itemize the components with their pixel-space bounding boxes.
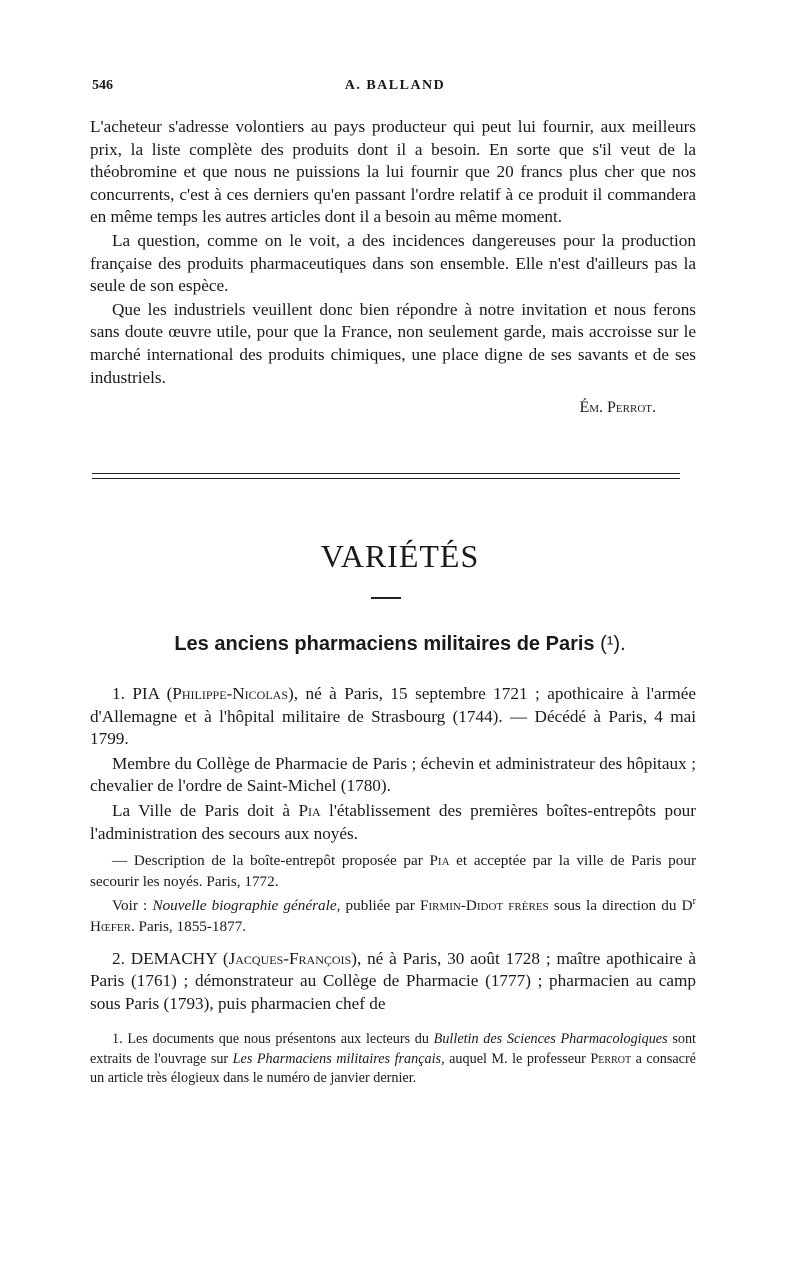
running-head: A. BALLAND: [344, 78, 446, 93]
text-run: , auquel M. le professeur: [441, 1050, 591, 1067]
publisher-name: Firmin-Didot frères: [420, 897, 549, 915]
text-run: et acceptée par la ville de Paris pour secourir les noyés. Paris, 1772.: [90, 852, 696, 890]
entry-surname: DEMACHY: [130, 948, 217, 968]
text-run: sous la direction du D: [548, 897, 693, 915]
text-run: La Ville de Paris doit à: [112, 800, 299, 820]
footnote-reference: (¹).: [600, 633, 626, 655]
entry-bio: , né à Paris, 15 septembre 1721 ; apothicaire à l'armée d'Allemagne et à l'hôpital militaire de Strasbourg (1744). — Décédé à Paris, 4 mai 1799.: [90, 684, 696, 749]
text-run: Voir :: [112, 897, 153, 915]
reference: [90, 892, 696, 937]
superscript: r: [692, 896, 696, 908]
entry-number: 2.: [112, 948, 131, 968]
page-number: 546: [92, 78, 113, 93]
closing-article-text: [90, 116, 696, 417]
section-divider-bottom: [92, 478, 680, 479]
footnote-number: 1.: [112, 1031, 128, 1047]
paragraph: Membre du Collège de Pharmacie de Paris ; échevin et administrateur des hôpitaux ; chevalier de l'ordre de Saint-Michel (1780).: [90, 753, 696, 796]
entry-number: 1.: [112, 684, 133, 703]
text-run: . Paris, 1855-1877.: [130, 918, 247, 935]
title-dash: [371, 597, 401, 599]
book-title: Les Pharmaciens militaires français: [232, 1050, 442, 1067]
article-title-text: Les anciens pharmaciens militaires de Paris: [174, 633, 595, 655]
section-divider-top: [92, 473, 680, 474]
entry-demachy: [90, 948, 696, 1016]
entry-given-names: (Jacques-François): [222, 948, 357, 968]
person-name: Perrot: [590, 1050, 632, 1067]
article-body: [90, 683, 696, 1015]
page-header: [92, 78, 698, 98]
person-name: Hœfer: [90, 918, 131, 935]
author-signature: Ém. Perrot.: [579, 399, 656, 417]
footnote-text: [90, 1030, 696, 1089]
article-title: [0, 633, 800, 656]
footnote: [90, 1030, 696, 1089]
text-run: a consacré un article très élogieux dans le numéro de janvier dernier.: [90, 1050, 696, 1087]
text-run: — Description de la boîte-entrepôt proposée par: [112, 852, 430, 870]
section-title: VARIÉTÉS: [320, 538, 480, 574]
text-run: Les documents que nous présentons aux lecteurs du: [127, 1031, 434, 1047]
entry-surname: PIA: [132, 684, 160, 703]
paragraph: La question, comme on le voit, a des incidences dangereuses pour la production française des produits pharmaceutiques dans son ensemble. Elle n'est d'ailleurs pas la seule de son espèce.: [90, 230, 696, 296]
person-name: Pia: [429, 852, 450, 870]
journal-title: Bulletin des Sciences Pharmacologiques: [433, 1031, 668, 1047]
person-name: Pia: [298, 800, 321, 820]
text-run: l'établissement des premières boîtes-entrepôts pour l'administration des secours aux noyés.: [90, 800, 696, 843]
entry-pia: [90, 683, 696, 751]
reference: [90, 851, 696, 892]
paragraph: [90, 800, 696, 845]
book-title: Nouvelle biographie générale: [152, 897, 337, 915]
paragraph: L'acheteur s'adresse volontiers au pays producteur qui peut lui fournir, aux meilleurs prix, la liste complète des produits dont il a besoin. En sorte que s'il veut de la théobromine et que nous ne puissions la lui fournir que 20 francs plus cher que nos concurrents, c'est à ces derniers qu'en passant l'ordre relatif à ce produit il commandera en même temps les autres articles dont il a besoin au même moment.: [90, 117, 696, 227]
text-run: sont extraits de l'ouvrage sur: [90, 1031, 696, 1067]
text-run: , publiée par: [336, 897, 420, 915]
paragraph: Que les industriels veuillent donc bien répondre à notre invitation et nous ferons sans doute œuvre utile, pour que la France, non seulement garde, mais accroisse sur le marché international des produits chimiques, une place digne de ses savants et de ses industriels.: [90, 299, 696, 387]
entry-given-names: (Philippe-Nicolas): [166, 684, 294, 703]
entry-bio: , né à Paris, 30 août 1728 ; maître apothicaire à Paris (1761) ; démonstrateur au Collège de Pharmacie (1777) ; pharmacien au camp sous Paris (1793), puis pharmacien chef de: [90, 948, 697, 1013]
